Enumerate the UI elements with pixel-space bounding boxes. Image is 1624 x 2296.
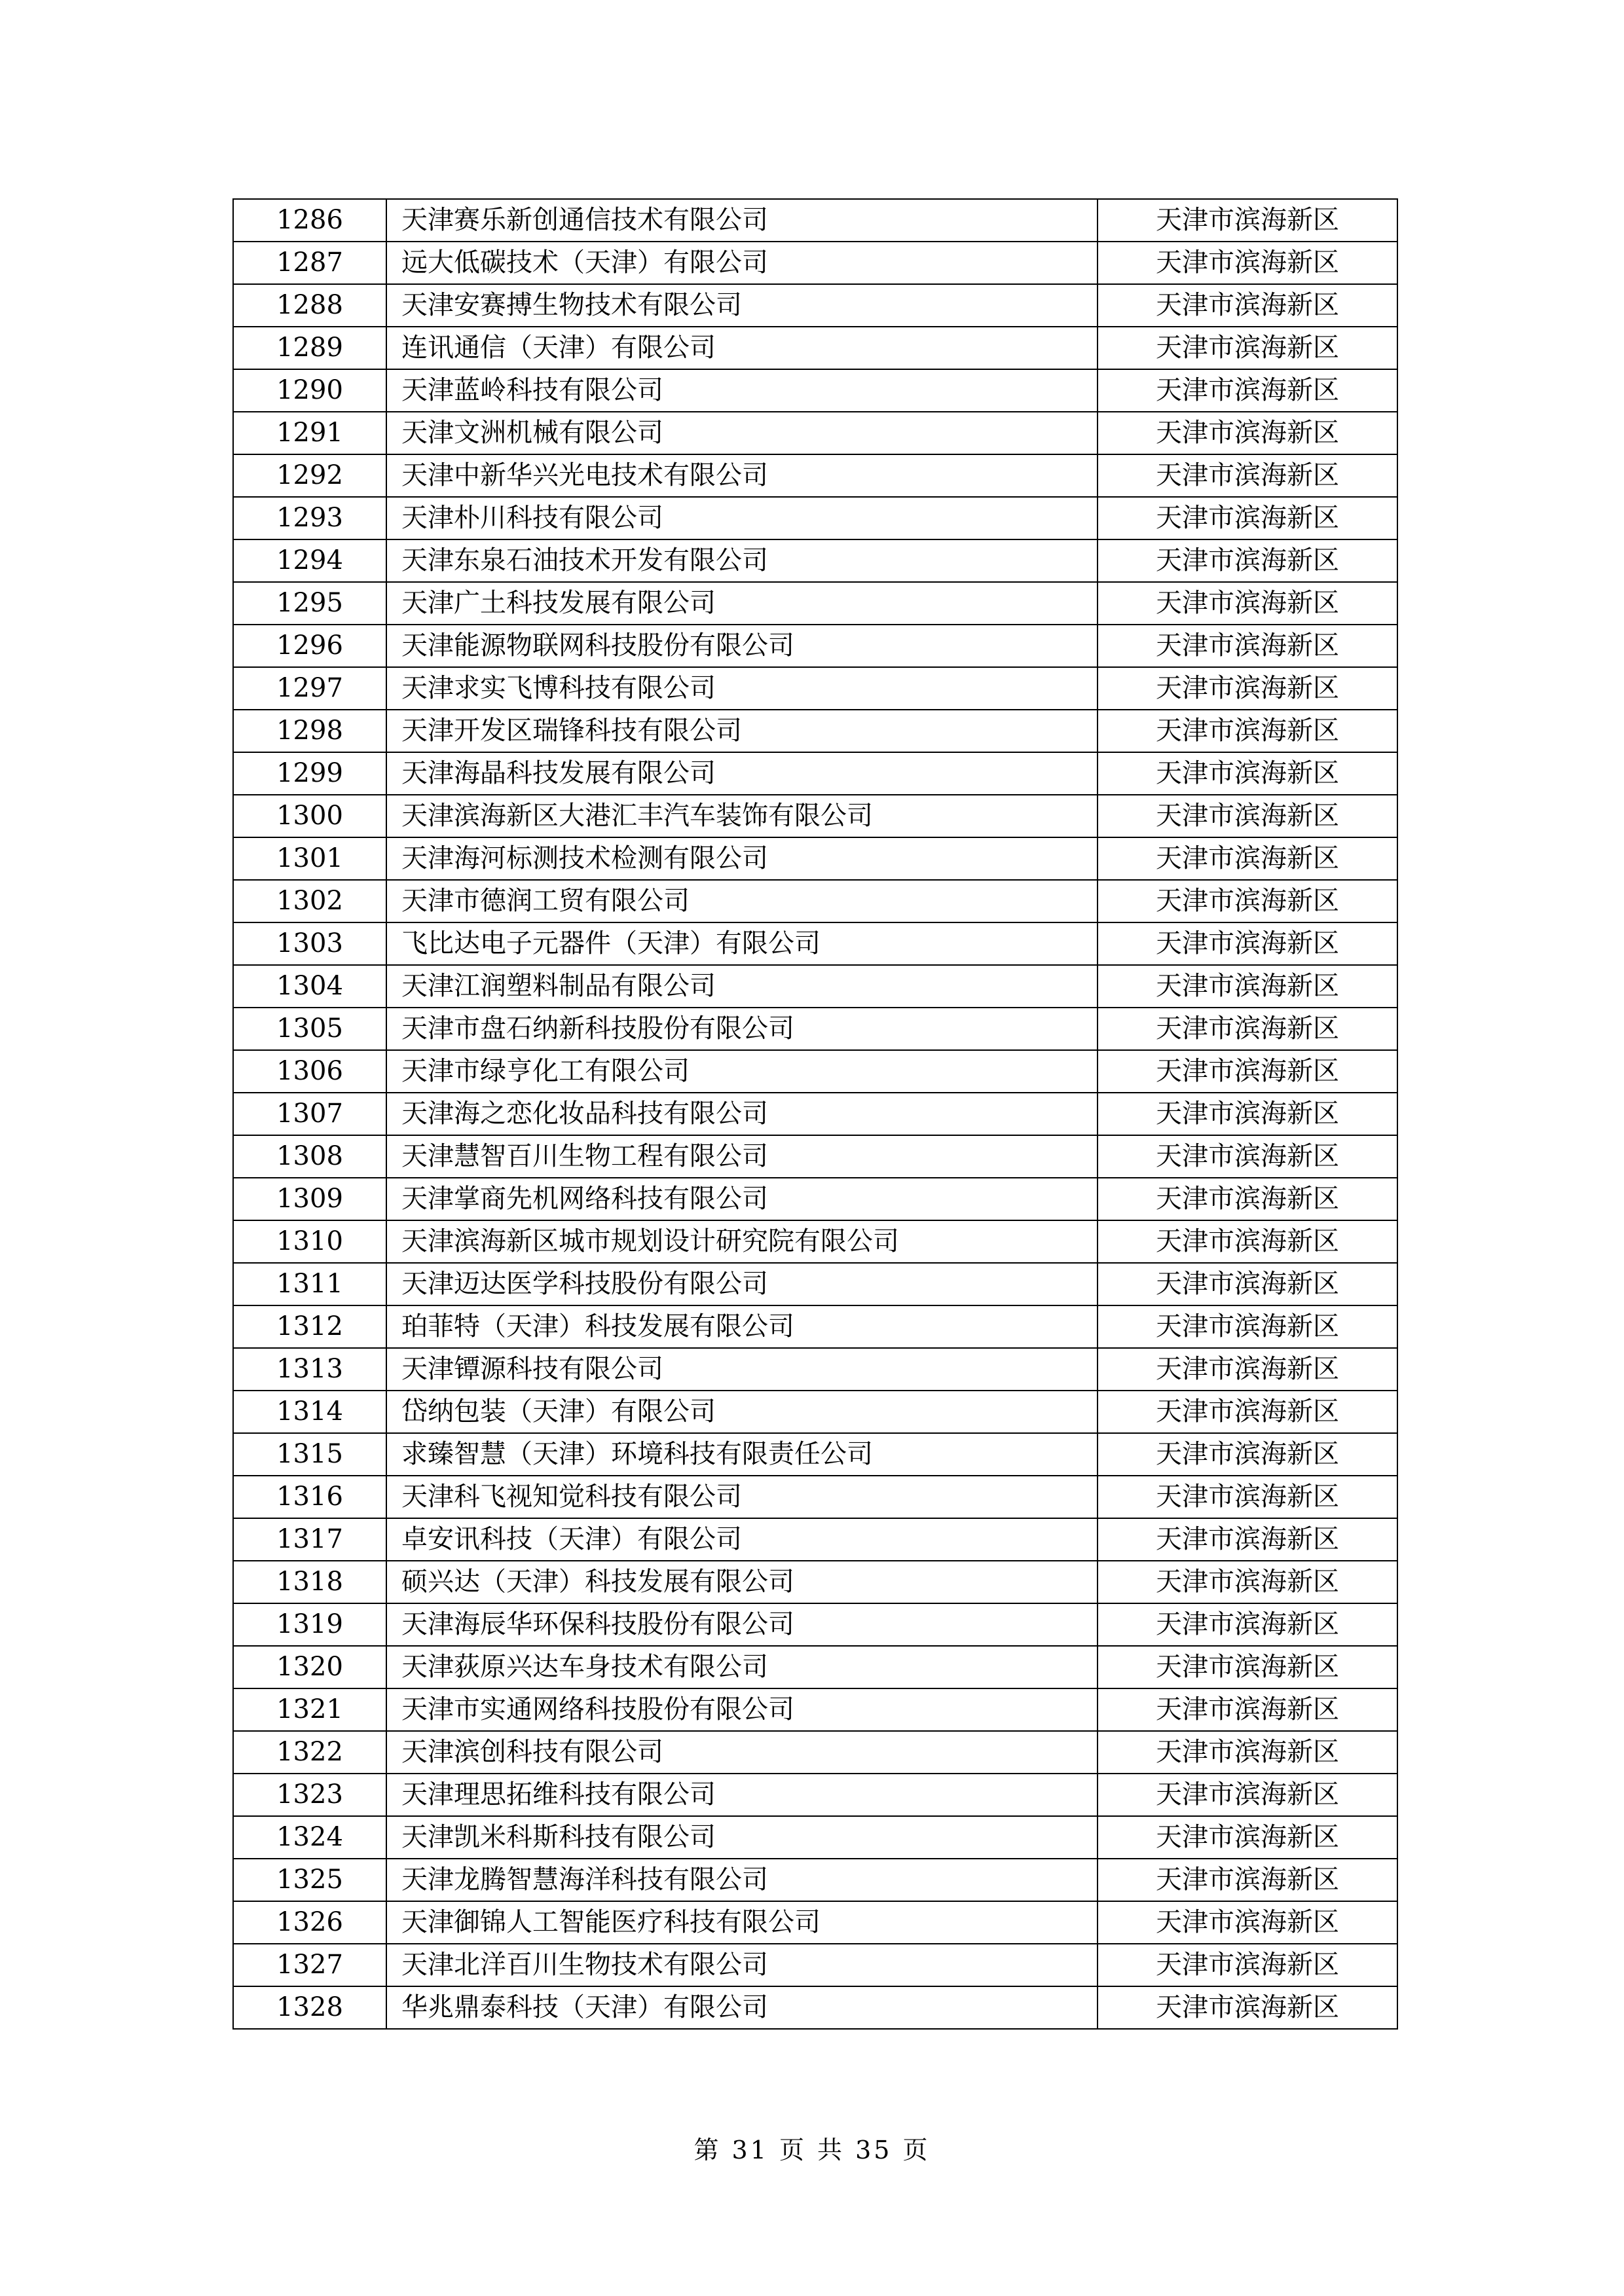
company-name: 天津理思拓维科技有限公司 (386, 1774, 1098, 1816)
row-number: 1311 (233, 1263, 386, 1305)
table-row (233, 625, 1397, 667)
table-row (233, 1816, 1397, 1859)
region-cell: 天津市滨海新区 (1098, 1305, 1397, 1348)
company-name: 天津海之恋化妆品科技有限公司 (386, 1093, 1098, 1135)
table-row (233, 1603, 1397, 1646)
table-row (233, 1305, 1397, 1348)
table-row (233, 710, 1397, 752)
table-row (233, 1391, 1397, 1433)
company-name: 天津迈达医学科技股份有限公司 (386, 1263, 1098, 1305)
region-cell: 天津市滨海新区 (1098, 1944, 1397, 1986)
table-row (233, 412, 1397, 454)
company-name: 飞比达电子元器件（天津）有限公司 (386, 922, 1098, 965)
company-list-body (233, 199, 1397, 2029)
table-row (233, 1433, 1397, 1476)
table-row (233, 242, 1397, 284)
table-row (233, 1561, 1397, 1603)
region-cell: 天津市滨海新区 (1098, 1731, 1397, 1774)
company-name: 珀菲特（天津）科技发展有限公司 (386, 1305, 1098, 1348)
region-cell: 天津市滨海新区 (1098, 965, 1397, 1008)
table-row (233, 1646, 1397, 1688)
row-number: 1315 (233, 1433, 386, 1476)
row-number: 1286 (233, 199, 386, 242)
region-cell: 天津市滨海新区 (1098, 1476, 1397, 1518)
row-number: 1312 (233, 1305, 386, 1348)
company-name: 天津海河标测技术检测有限公司 (386, 837, 1098, 880)
row-number: 1297 (233, 667, 386, 710)
company-name: 天津朴川科技有限公司 (386, 497, 1098, 539)
company-name: 硕兴达（天津）科技发展有限公司 (386, 1561, 1098, 1603)
row-number: 1288 (233, 284, 386, 327)
region-cell: 天津市滨海新区 (1098, 284, 1397, 327)
row-number: 1320 (233, 1646, 386, 1688)
table-row (233, 837, 1397, 880)
table-row (233, 1263, 1397, 1305)
company-name: 天津广土科技发展有限公司 (386, 582, 1098, 625)
row-number: 1301 (233, 837, 386, 880)
region-cell: 天津市滨海新区 (1098, 880, 1397, 922)
company-name: 天津滨海新区大港汇丰汽车装饰有限公司 (386, 795, 1098, 837)
company-name: 天津东泉石油技术开发有限公司 (386, 539, 1098, 582)
region-cell: 天津市滨海新区 (1098, 412, 1397, 454)
company-name: 天津龙腾智慧海洋科技有限公司 (386, 1859, 1098, 1901)
row-number: 1323 (233, 1774, 386, 1816)
row-number: 1292 (233, 454, 386, 497)
row-number: 1321 (233, 1688, 386, 1731)
table-row (233, 795, 1397, 837)
company-name: 天津蓝岭科技有限公司 (386, 369, 1098, 412)
region-cell: 天津市滨海新区 (1098, 1433, 1397, 1476)
row-number: 1319 (233, 1603, 386, 1646)
region-cell: 天津市滨海新区 (1098, 710, 1397, 752)
table-row (233, 1859, 1397, 1901)
row-number: 1317 (233, 1518, 386, 1561)
table-row (233, 1731, 1397, 1774)
region-cell: 天津市滨海新区 (1098, 1986, 1397, 2029)
region-cell: 天津市滨海新区 (1098, 327, 1397, 369)
table-row (233, 1050, 1397, 1093)
region-cell: 天津市滨海新区 (1098, 539, 1397, 582)
row-number: 1308 (233, 1135, 386, 1178)
row-number: 1303 (233, 922, 386, 965)
row-number: 1305 (233, 1008, 386, 1050)
row-number: 1324 (233, 1816, 386, 1859)
region-cell: 天津市滨海新区 (1098, 1050, 1397, 1093)
company-name: 天津中新华兴光电技术有限公司 (386, 454, 1098, 497)
company-name: 天津赛乐新创通信技术有限公司 (386, 199, 1098, 242)
row-number: 1314 (233, 1391, 386, 1433)
row-number: 1293 (233, 497, 386, 539)
company-name: 天津荻原兴达车身技术有限公司 (386, 1646, 1098, 1688)
page-number-footer: 第 31 页 共 35 页 (693, 2136, 931, 2164)
table-row (233, 667, 1397, 710)
company-name: 天津市实通网络科技股份有限公司 (386, 1688, 1098, 1731)
region-cell: 天津市滨海新区 (1098, 1816, 1397, 1859)
region-cell: 天津市滨海新区 (1098, 795, 1397, 837)
company-name: 卓安讯科技（天津）有限公司 (386, 1518, 1098, 1561)
row-number: 1298 (233, 710, 386, 752)
table-row (233, 1986, 1397, 2029)
row-number: 1307 (233, 1093, 386, 1135)
table-row (233, 582, 1397, 625)
row-number: 1290 (233, 369, 386, 412)
row-number: 1326 (233, 1901, 386, 1944)
region-cell: 天津市滨海新区 (1098, 199, 1397, 242)
region-cell: 天津市滨海新区 (1098, 1391, 1397, 1433)
company-name: 天津海辰华环保科技股份有限公司 (386, 1603, 1098, 1646)
table-row (233, 752, 1397, 795)
table-row (233, 880, 1397, 922)
region-cell: 天津市滨海新区 (1098, 1178, 1397, 1220)
table-row (233, 1774, 1397, 1816)
company-name: 天津北洋百川生物技术有限公司 (386, 1944, 1098, 1986)
company-name: 求臻智慧（天津）环境科技有限责任公司 (386, 1433, 1098, 1476)
row-number: 1287 (233, 242, 386, 284)
table-row (233, 1476, 1397, 1518)
region-cell: 天津市滨海新区 (1098, 497, 1397, 539)
table-row (233, 922, 1397, 965)
company-name: 天津市德润工贸有限公司 (386, 880, 1098, 922)
company-name: 连讯通信（天津）有限公司 (386, 327, 1098, 369)
row-number: 1295 (233, 582, 386, 625)
company-name: 华兆鼎泰科技（天津）有限公司 (386, 1986, 1098, 2029)
table-row (233, 1093, 1397, 1135)
region-cell: 天津市滨海新区 (1098, 1859, 1397, 1901)
region-cell: 天津市滨海新区 (1098, 454, 1397, 497)
row-number: 1304 (233, 965, 386, 1008)
company-name: 天津科飞视知觉科技有限公司 (386, 1476, 1098, 1518)
region-cell: 天津市滨海新区 (1098, 667, 1397, 710)
table-row (233, 369, 1397, 412)
table-row (233, 327, 1397, 369)
company-name: 天津滨海新区城市规划设计研究院有限公司 (386, 1220, 1098, 1263)
row-number: 1310 (233, 1220, 386, 1263)
company-name: 天津掌商先机网络科技有限公司 (386, 1178, 1098, 1220)
region-cell: 天津市滨海新区 (1098, 242, 1397, 284)
company-name: 天津开发区瑞锋科技有限公司 (386, 710, 1098, 752)
row-number: 1322 (233, 1731, 386, 1774)
row-number: 1309 (233, 1178, 386, 1220)
company-name: 岱纳包装（天津）有限公司 (386, 1391, 1098, 1433)
company-name: 天津市盘石纳新科技股份有限公司 (386, 1008, 1098, 1050)
row-number: 1289 (233, 327, 386, 369)
row-number: 1327 (233, 1944, 386, 1986)
region-cell: 天津市滨海新区 (1098, 1518, 1397, 1561)
region-cell: 天津市滨海新区 (1098, 1688, 1397, 1731)
company-name: 天津滨创科技有限公司 (386, 1731, 1098, 1774)
table-row (233, 1518, 1397, 1561)
region-cell: 天津市滨海新区 (1098, 625, 1397, 667)
region-cell: 天津市滨海新区 (1098, 1646, 1397, 1688)
row-number: 1328 (233, 1986, 386, 2029)
region-cell: 天津市滨海新区 (1098, 1901, 1397, 1944)
company-name: 天津求实飞博科技有限公司 (386, 667, 1098, 710)
region-cell: 天津市滨海新区 (1098, 1603, 1397, 1646)
table-row (233, 284, 1397, 327)
row-number: 1316 (233, 1476, 386, 1518)
row-number: 1302 (233, 880, 386, 922)
company-name: 天津文洲机械有限公司 (386, 412, 1098, 454)
table-row (233, 497, 1397, 539)
table-row (233, 1178, 1397, 1220)
table-row (233, 454, 1397, 497)
region-cell: 天津市滨海新区 (1098, 922, 1397, 965)
row-number: 1294 (233, 539, 386, 582)
company-name: 天津能源物联网科技股份有限公司 (386, 625, 1098, 667)
region-cell: 天津市滨海新区 (1098, 1220, 1397, 1263)
company-name: 天津海晶科技发展有限公司 (386, 752, 1098, 795)
table-row (233, 1944, 1397, 1986)
region-cell: 天津市滨海新区 (1098, 1774, 1397, 1816)
region-cell: 天津市滨海新区 (1098, 1561, 1397, 1603)
table-row (233, 539, 1397, 582)
row-number: 1306 (233, 1050, 386, 1093)
company-list-table (232, 198, 1398, 2030)
region-cell: 天津市滨海新区 (1098, 1093, 1397, 1135)
company-name: 天津安赛搏生物技术有限公司 (386, 284, 1098, 327)
company-name: 天津市绿亨化工有限公司 (386, 1050, 1098, 1093)
row-number: 1325 (233, 1859, 386, 1901)
table-row (233, 1135, 1397, 1178)
row-number: 1300 (233, 795, 386, 837)
table-row (233, 1901, 1397, 1944)
company-name: 远大低碳技术（天津）有限公司 (386, 242, 1098, 284)
row-number: 1291 (233, 412, 386, 454)
table-row (233, 965, 1397, 1008)
row-number: 1299 (233, 752, 386, 795)
table-row (233, 1220, 1397, 1263)
region-cell: 天津市滨海新区 (1098, 1135, 1397, 1178)
table-row (233, 199, 1397, 242)
region-cell: 天津市滨海新区 (1098, 1263, 1397, 1305)
table-row (233, 1688, 1397, 1731)
company-name: 天津江润塑料制品有限公司 (386, 965, 1098, 1008)
row-number: 1313 (233, 1348, 386, 1391)
company-name: 天津御锦人工智能医疗科技有限公司 (386, 1901, 1098, 1944)
company-name: 天津镡源科技有限公司 (386, 1348, 1098, 1391)
region-cell: 天津市滨海新区 (1098, 752, 1397, 795)
company-name: 天津慧智百川生物工程有限公司 (386, 1135, 1098, 1178)
region-cell: 天津市滨海新区 (1098, 1348, 1397, 1391)
region-cell: 天津市滨海新区 (1098, 582, 1397, 625)
region-cell: 天津市滨海新区 (1098, 1008, 1397, 1050)
row-number: 1318 (233, 1561, 386, 1603)
row-number: 1296 (233, 625, 386, 667)
region-cell: 天津市滨海新区 (1098, 369, 1397, 412)
region-cell: 天津市滨海新区 (1098, 837, 1397, 880)
table-row (233, 1008, 1397, 1050)
table-row (233, 1348, 1397, 1391)
company-name: 天津凯米科斯科技有限公司 (386, 1816, 1098, 1859)
